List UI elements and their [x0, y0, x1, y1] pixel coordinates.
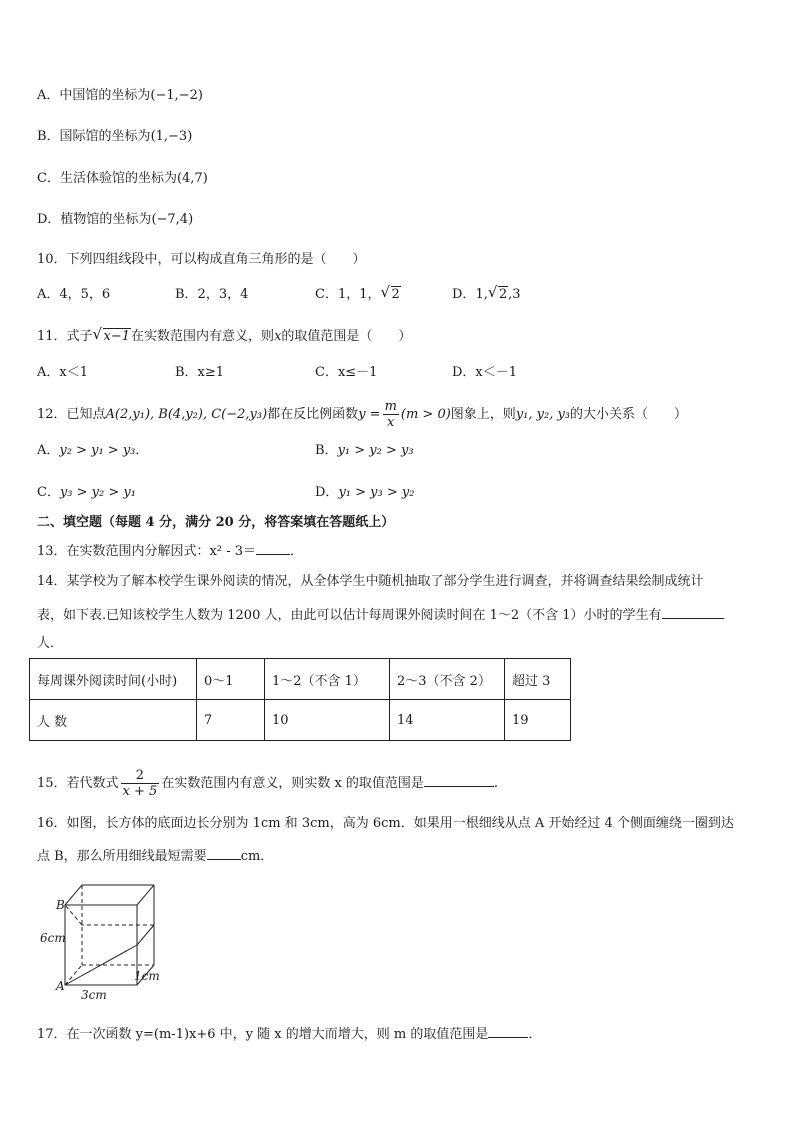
- section-title: 二、填空题（每题 4 分，满分 20 分，将答案填在答题纸上）: [37, 515, 395, 530]
- answer-blank[interactable]: [662, 604, 724, 619]
- string-path-hidden: [65, 905, 82, 925]
- q17-stem: 17．在一次函数 y=(m-1)x+6 中，y 随 x 的增大而增大，则 m 的取值范围是 ．: [37, 1023, 541, 1044]
- table-row: [30, 659, 571, 700]
- q15-stem: 15．若代数式 $\frac{2}{x + 5}$ 在实数范围内有意义，则实数 x 的取值范围是 .: [37, 768, 499, 799]
- q11-option-a: A．x＜1: [37, 365, 88, 380]
- answer-blank[interactable]: [424, 772, 494, 787]
- q9-option-b: B．国际馆的坐标为(1,−3): [37, 129, 193, 144]
- q14-line-2: 表，如下表.已知该校学生人数为 1200 人，由此可以估计每周课外阅读时间在 1～2（不含 1）小时的学生有: [37, 604, 724, 625]
- hidden-edge: [65, 965, 82, 985]
- q13-stem: 13．在实数范围内分解因式：x² - 3＝ ．: [37, 540, 303, 561]
- fraction: $\frac{2}{x + 5}$: [122, 768, 158, 799]
- q11-option-b: B．x≥1: [175, 365, 225, 380]
- q16-line-2: 点 B，那么所用细线最短需要 cm．: [37, 845, 273, 866]
- q11-option-c: C．x≤－1: [315, 365, 378, 380]
- q9-option-d-coord: (−7,4): [151, 212, 194, 227]
- q9-option-a-coord: (−1,−2): [150, 88, 203, 103]
- label-b: B: [56, 898, 65, 912]
- q14-line-3: 人．: [37, 636, 64, 651]
- q12-option-a: A．y₂ > y₁ > y₃．: [37, 443, 149, 458]
- table-cell: 2～3（不含 2）: [390, 659, 505, 700]
- fraction: $\frac{m}{x}$: [384, 399, 397, 430]
- prism-figure: [40, 880, 170, 1005]
- q11-option-d: D．x＜－1: [452, 365, 518, 380]
- q10-option-a: A．4，5，6: [37, 287, 111, 302]
- answer-blank[interactable]: [256, 540, 290, 555]
- table-cell: 每周课外阅读时间(小时): [30, 659, 197, 700]
- edge: [137, 885, 154, 905]
- table-cell: 10: [265, 700, 390, 741]
- answer-blank[interactable]: [488, 1023, 528, 1038]
- q12-option-d: D．y₁ > y₃ > y₂: [315, 485, 415, 500]
- q10-stem: 10．下列四组线段中，可以构成直角三角形的是（ ）: [37, 252, 366, 267]
- label-depth: 1cm: [134, 969, 160, 983]
- label-height: 6cm: [40, 931, 66, 945]
- sqrt-symbol: √ 2: [487, 283, 508, 302]
- table-cell: 人 数: [30, 700, 197, 741]
- table-row: [30, 700, 571, 741]
- q10-option-c: C．1，1， √ 2: [315, 283, 400, 302]
- q11-stem: 11．式子 √ x−1在实数范围内有意义，则x的取值范围是（ ）: [37, 325, 412, 344]
- q9-option-c: C．生活体验馆的坐标为(4,7): [37, 171, 208, 186]
- q9-option-d: D．植物馆的坐标为(−7,4): [37, 212, 194, 227]
- q14-line-1: 14．某学校为了解本校学生课外阅读的情况，从全体学生中随机抽取了部分学生进行调查，并将调查结果绘制成统计: [37, 574, 704, 589]
- q12-option-c: C．y₃ > y₂ > y₁: [37, 485, 136, 500]
- label-width: 3cm: [81, 988, 107, 1002]
- q12-stem: 12．已知点A(2,y₁), B(4,y₂), C(−2,y₃)都在反比例函数y = $\frac{m}{x}$ (m > 0)图象上，则y₁, y₂, y₃的大小关系（ ）: [37, 399, 688, 430]
- survey-table: [29, 658, 571, 741]
- q16-line-1: 16．如图，长方体的底面边长分别为 1cm 和 3cm，高为 6cm．如果用一根细线从点 A 开始经过 4 个侧面缠绕一圈到达: [37, 816, 734, 831]
- q9-option-a: A．中国馆的坐标为(−1,−2): [37, 88, 203, 103]
- table-cell: 14: [390, 700, 505, 741]
- table-cell: 0～1: [197, 659, 265, 700]
- table-cell: 7: [197, 700, 265, 741]
- q10-option-d: D．1, √ 2,3: [452, 283, 521, 302]
- q9-option-c-coord: (4,7): [176, 171, 208, 186]
- table-cell: 超过 3: [505, 659, 571, 700]
- table-cell: 19: [505, 700, 571, 741]
- table-cell: 1～2（不含 1）: [265, 659, 390, 700]
- sqrt-symbol: √ 2: [380, 283, 400, 302]
- q12-option-b: B．y₁ > y₂ > y₃: [315, 443, 414, 458]
- q9-option-b-coord: (1,−3): [150, 129, 193, 144]
- sqrt-symbol: √ x−1: [92, 325, 131, 344]
- edge: [65, 885, 82, 905]
- q10-option-b: B．2，3，4: [175, 287, 249, 302]
- answer-blank[interactable]: [207, 845, 241, 860]
- label-a: A: [56, 979, 65, 993]
- string-path: [137, 925, 154, 945]
